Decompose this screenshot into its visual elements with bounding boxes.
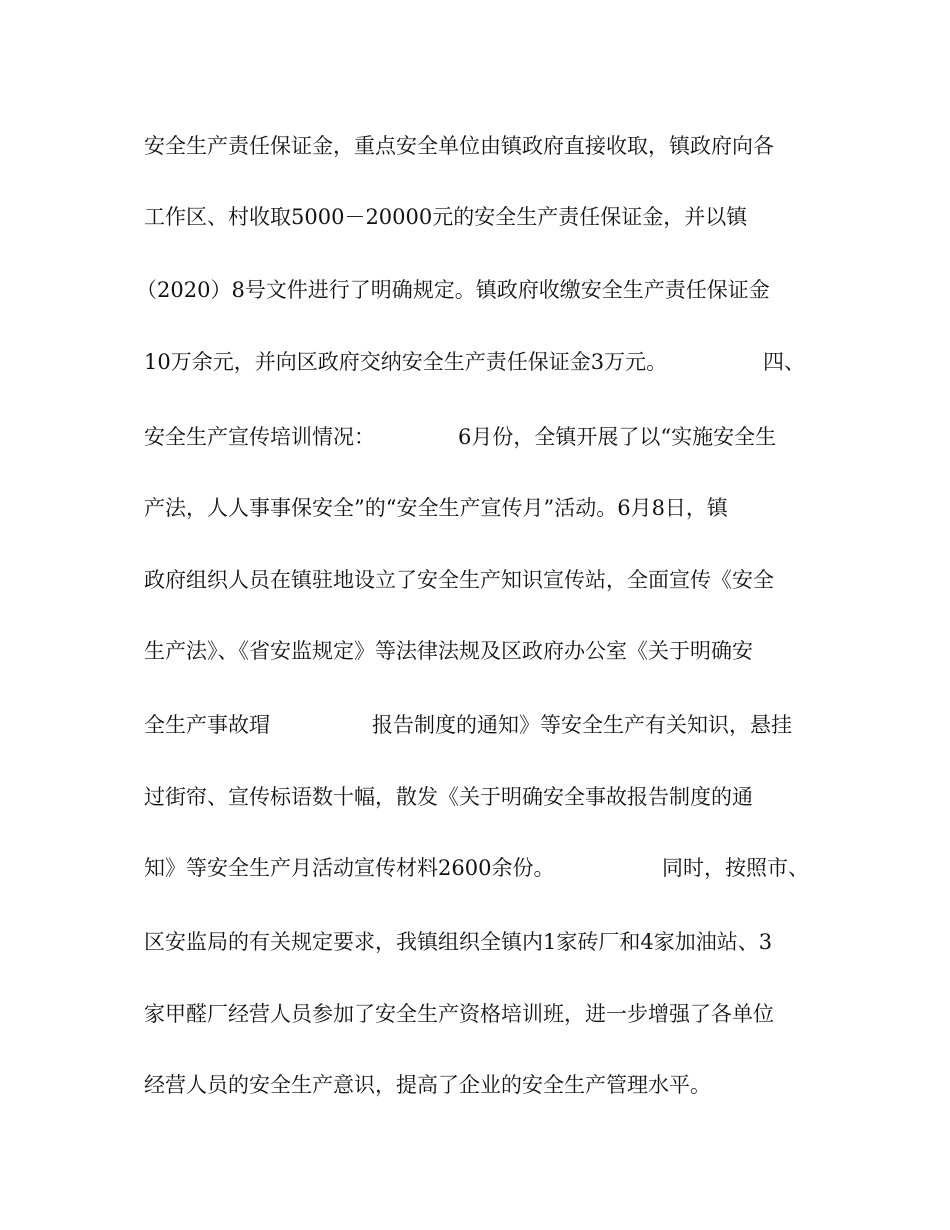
line-text: 经营人员的安全生产意识，提高了企业的安全生产管理水平。 — [144, 1073, 711, 1097]
line-text: 全生产事故瑁 — [144, 713, 270, 737]
line-text: 安全生产责任保证金，重点安全单位由镇政府直接收取，镇政府向各 — [144, 134, 774, 158]
line-text: 知》等安全生产月活动宣传材料2600余份。 — [144, 856, 555, 880]
line-text: （2020）8号文件进行了明确规定。镇政府收缴安全生产责任保证金 — [136, 278, 770, 302]
paragraph-line-14 — [144, 1071, 711, 1155]
paragraph-line-2 — [144, 203, 748, 287]
paragraph-line-8 — [144, 637, 753, 721]
line-text: 10万余元，并向区政府交纳安全生产责任保证金3万元。 — [144, 350, 668, 374]
section-number: 四、 — [763, 350, 805, 374]
line-text: 产法，人人事事保安全”的“安全生产宣传月”活动。6月8日，镇 — [144, 496, 728, 520]
line-text: 6月份，全镇开展了以“实施安全生 — [458, 425, 777, 449]
section-heading: 安全生产宣传培训情况： — [144, 425, 375, 449]
line-text: 家甲醛厂经营人员参加了安全生产资格培训班，进一步增强了各单位 — [144, 1002, 774, 1026]
line-text: 同时，按照市、 — [662, 856, 809, 880]
line-text: 政府组织人员在镇驻地设立了安全生产知识宣传站，全面宣传《安全 — [144, 568, 774, 592]
line-text: 工作区、村收取5000－20000元的安全生产责任保证金，并以镇 — [144, 205, 748, 229]
line-text: 报告制度的通知》等安全生产有关知识，悬挂 — [372, 713, 792, 737]
line-text: 生产法》、《省安监规定》等法律法规及区政府办公室《关于明确安 — [144, 639, 753, 663]
line-text: 过街帘、宣传标语数十幅，散发《关于明确安全事故报告制度的通 — [144, 785, 753, 809]
line-text: 区安监局的有关规定要求，我镇组织全镇内1家砖厂和4家加油站、3 — [144, 930, 773, 954]
